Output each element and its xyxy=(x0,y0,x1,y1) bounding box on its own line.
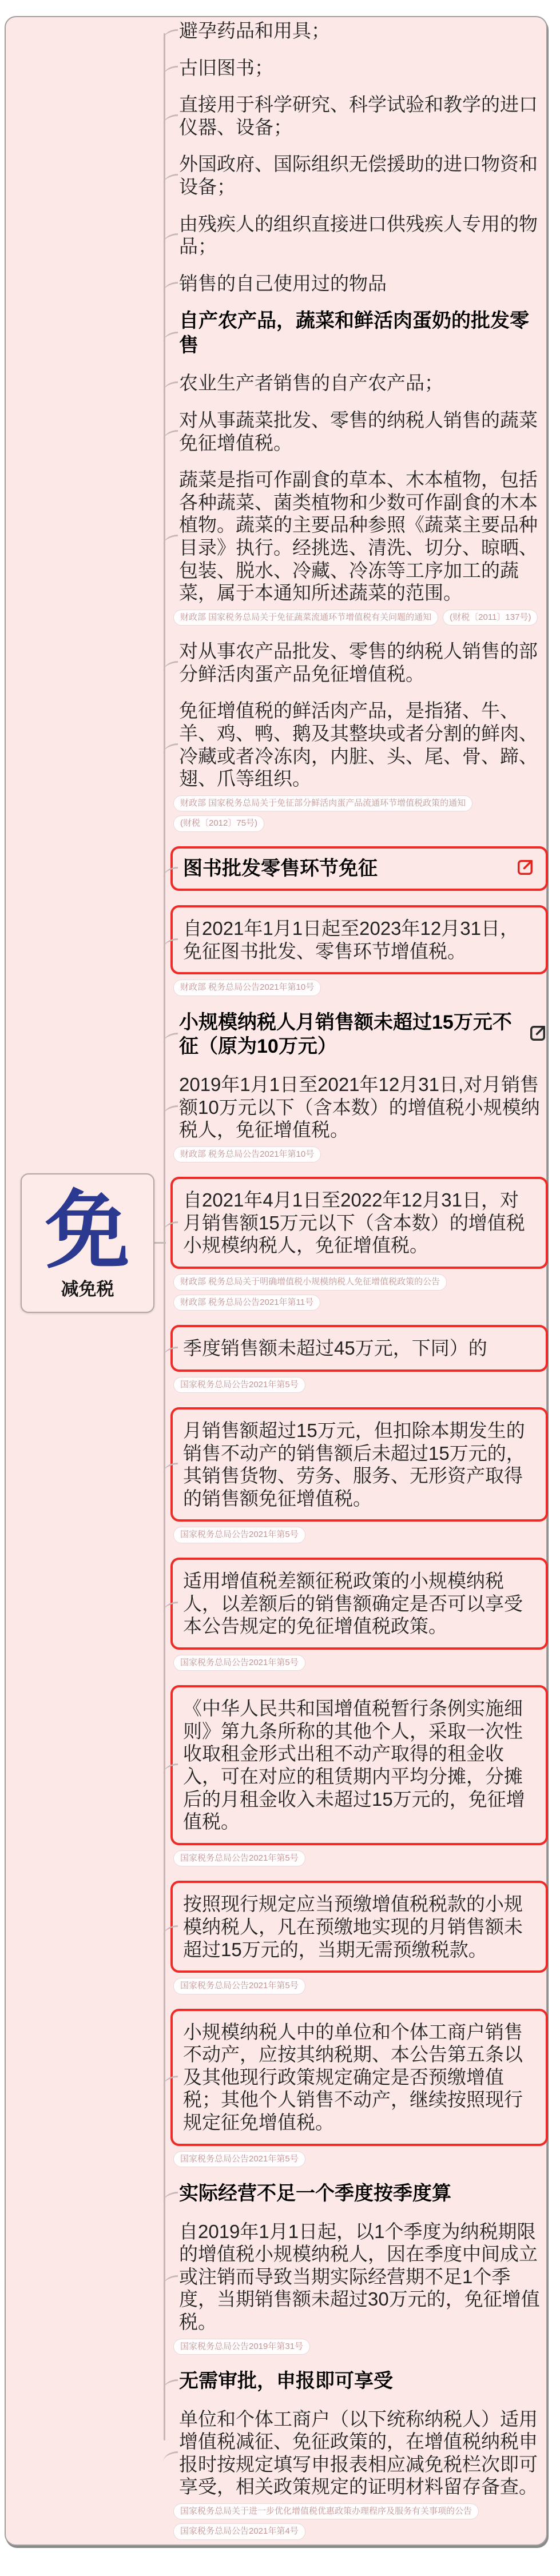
tree-spine-line xyxy=(164,33,165,2440)
red-outline-box xyxy=(170,1881,548,1973)
branch-text-item xyxy=(179,57,548,79)
branch-text: 月销售额超过15万元，但扣除本期发生的销售不动产的销售额后未超过15万元的，其销售货物、劳务、服务、无形资产取得的销售额免征增值税。 xyxy=(183,1420,525,1509)
branch-red-box-item xyxy=(179,1407,548,1522)
branch-text: 按照现行规定应当预缴增值税税款的小规模纳税人，凡在预缴地实现的月销售额未超过15万元的，当期无需预缴税款。 xyxy=(183,1893,523,1960)
source-tag-row xyxy=(173,2151,548,2168)
branch-text: 自2019年1月1日起，以1个季度为纳税期限的增值税小规模纳税人，因在季度中间成立或注销而导致当期实际经营期不足1个季度，当期销售额未超过30万元的，免征增值税。 xyxy=(179,2220,540,2332)
branch-text: 由残疾人的组织直接进口供残疾人专用的物品； xyxy=(179,213,538,257)
branch-text-item xyxy=(179,93,548,138)
branch-red-heading-box xyxy=(179,846,548,891)
branch-text: 单位和个体工商户（以下统称纳税人）适用增值税减征、免征政策的，在增值税纳税申报时按规定填写申报表相应减免税栏次即可享受，相关政策规定的证明材料留存备查。 xyxy=(179,2408,538,2498)
branch-block xyxy=(179,468,548,626)
branch-block xyxy=(179,846,548,891)
branch-text-item xyxy=(179,272,548,295)
branch-text: 小规模纳税人中的单位和个体工商户销售不动产，应按其纳税期、本公告第五条以及其他现行政策规定确定是否预缴增值税；其他个人销售不动产，继续按照现行规定征免增值税。 xyxy=(183,2021,523,2133)
branch-text: 蔬菜是指可作副食的草本、木本植物，包括各种蔬菜、菌类植物和少数可作副食的木本植物。蔬菜的主要品种参照《蔬菜主要品种目录》执行。经挑选、清洗、切分、晾晒、包装、脱水、冷藏、冷冻等工序加工的蔬菜，属于本通知所述蔬菜的范围。 xyxy=(179,469,538,604)
branch-block xyxy=(179,1558,548,1671)
source-tag-row xyxy=(173,2503,548,2540)
branch-text-item xyxy=(179,372,548,395)
root-node-tax-exemption xyxy=(21,1173,154,1313)
branch-text: 自2021年1月1日起至2023年12月31日，免征图书批发、零售环节增值税。 xyxy=(183,918,519,962)
branch-heading: 无需审批，申报即可享受 xyxy=(179,2370,393,2392)
branch-text-item xyxy=(179,19,548,42)
source-tag-row xyxy=(173,1377,548,1393)
branch-heading-item xyxy=(179,2181,548,2206)
branch-block xyxy=(179,153,548,198)
branch-block xyxy=(179,2009,548,2167)
branch-block xyxy=(179,2220,548,2355)
red-outline-box xyxy=(170,1558,548,1650)
source-tag-row xyxy=(173,2339,548,2355)
red-outline-box xyxy=(170,1325,548,1372)
branch-text: 《中华人民共和国增值税暂行条例实施细则》第九条所称的其他个人，采取一次性收取租金形式出租不动产取得的租金收入，可在对应的租赁期内平均分摊，分摊后的月租金收入未超过15万元的，免征增值税。 xyxy=(183,1698,525,1833)
branch-block xyxy=(179,57,548,79)
branch-heading: 图书批发零售环节免征 xyxy=(183,857,378,879)
source-tag: 财政部 税务总局公告2021年第10号 xyxy=(173,1146,321,1163)
branch-heading-item xyxy=(179,2369,548,2394)
branch-red-box-item xyxy=(179,2009,548,2146)
branch-heading: 实际经营不足一个季度按季度算 xyxy=(179,2183,451,2205)
source-tag-row xyxy=(173,1978,548,1994)
branch-red-box-item xyxy=(179,1177,548,1269)
source-tag: 财政部 国家税务总局关于免征蔬菜流通环节增值税有关问题的通知 xyxy=(173,610,438,626)
source-tag: 国家税务总局公告2021年第4号 xyxy=(173,2523,305,2540)
branch-heading-item xyxy=(179,1010,548,1059)
source-tag: 国家税务总局公告2021年第5号 xyxy=(173,1978,305,1994)
source-tag-row xyxy=(173,1655,548,1671)
branch-block xyxy=(179,93,548,138)
branch-block xyxy=(179,1073,548,1162)
branch-block xyxy=(179,1881,548,1994)
branch-text: 外国政府、国际组织无偿援助的进口物资和设备； xyxy=(179,153,538,197)
source-tag: 财政部 税务总局公告2021年第10号 xyxy=(173,980,321,996)
branch-text-item xyxy=(179,153,548,198)
branch-text: 季度销售额未超过45万元，下同）的 xyxy=(183,1337,487,1359)
branch-text: 直接用于科学研究、科学试验和教学的进口仪器、设备； xyxy=(179,94,538,138)
red-outline-heading-box xyxy=(170,846,548,891)
source-tag-row xyxy=(173,795,548,832)
branch-block xyxy=(179,699,548,831)
branch-block xyxy=(179,2181,548,2206)
branch-block xyxy=(179,309,548,357)
root-label: 减免税 xyxy=(61,1279,114,1299)
branch-text: 对从事蔬菜批发、零售的纳税人销售的蔬菜免征增值税。 xyxy=(179,409,538,453)
red-outline-box xyxy=(170,1685,548,1845)
branch-red-box-item xyxy=(179,1685,548,1845)
branch-text-item xyxy=(179,468,548,604)
source-tag: 国家税务总局公告2021年第5号 xyxy=(173,1377,305,1393)
branch-block xyxy=(179,2408,548,2540)
branch-heading-item xyxy=(179,309,548,357)
branch-text-item xyxy=(179,1073,548,1141)
branch-text-item xyxy=(179,409,548,454)
source-tag: 国家税务总局公告2021年第5号 xyxy=(173,2151,305,2168)
source-tag-row xyxy=(173,1146,548,1163)
red-outline-box xyxy=(170,2009,548,2146)
red-outline-box xyxy=(170,1407,548,1522)
source-tag-row xyxy=(173,1274,548,1311)
source-tag: 国家税务总局关于进一步优化增值税优惠政策办理程序及服务有关事项的公告 xyxy=(173,2503,479,2520)
branch-block xyxy=(179,372,548,395)
source-tag-row xyxy=(173,610,548,626)
branch-block xyxy=(179,1685,548,1866)
branch-text-item xyxy=(179,2408,548,2498)
branch-text-item xyxy=(179,640,548,685)
branch-text-item xyxy=(179,2220,548,2334)
source-tag-row xyxy=(173,980,548,996)
source-tag: (财税〔2011〕137号) xyxy=(443,610,538,626)
heading-with-link xyxy=(179,1010,548,1059)
branch-text: 2019年1月1日至2021年12月31日,对月销售额10万元以下（含本数）的增值税小规模纳税人，免征增值税。 xyxy=(179,1073,540,1141)
branch-text: 自2021年4月1日至2022年12月31日，对月销售额15万元以下（含本数）的增值税小规模纳税人，免征增值税。 xyxy=(183,1189,525,1256)
branch-red-box-item xyxy=(179,905,548,974)
source-tag: 国家税务总局公告2021年第5号 xyxy=(173,1850,305,1867)
branch-red-box-item xyxy=(179,1881,548,1973)
branch-block xyxy=(179,1407,548,1543)
branch-text: 农业生产者销售的自产农产品； xyxy=(179,372,443,394)
branch-block xyxy=(179,905,548,996)
branch-text: 销售的自己使用过的物品 xyxy=(179,272,387,294)
external-link-icon[interactable] xyxy=(527,1023,548,1046)
source-tag-row xyxy=(173,1850,548,1867)
source-tag: 财政部 税务总局公告2021年第11号 xyxy=(173,1295,320,1311)
source-tag: 国家税务总局公告2021年第5号 xyxy=(173,1527,305,1543)
source-tag: (财税〔2012〕75号) xyxy=(173,815,264,832)
branch-text: 适用增值税差额征税政策的小规模纳税人，以差额后的销售额确定是否可以享受本公告规定的免征增值税政策。 xyxy=(183,1570,523,1637)
source-tag: 财政部 税务总局关于明确增值税小规模纳税人免征增值税政策的公告 xyxy=(173,1274,447,1291)
external-link-icon[interactable] xyxy=(515,857,535,881)
source-tag-row xyxy=(173,1527,548,1543)
red-outline-box xyxy=(170,1177,548,1269)
branch-block xyxy=(179,19,548,42)
branch-text: 古旧图书； xyxy=(179,57,273,78)
branch-block xyxy=(179,213,548,258)
branch-red-box-item xyxy=(179,1558,548,1650)
red-outline-box xyxy=(170,905,548,974)
source-tag: 国家税务总局公告2021年第5号 xyxy=(173,1655,305,1671)
branch-block xyxy=(179,409,548,454)
branch-block xyxy=(179,2369,548,2394)
branch-text: 避孕药品和用具； xyxy=(179,20,330,41)
branch-text: 对从事农产品批发、零售的纳税人销售的部分鲜活肉蛋产品免征增值税。 xyxy=(179,640,538,684)
source-tag: 财政部 国家税务总局关于免征部分鲜活肉蛋产品流通环节增值税政策的通知 xyxy=(173,795,472,812)
branch-block xyxy=(179,1177,548,1311)
branch-block xyxy=(179,1325,548,1393)
branch-column xyxy=(179,19,548,2554)
branch-block xyxy=(179,272,548,295)
branch-red-box-item xyxy=(179,1325,548,1372)
branch-block xyxy=(179,1010,548,1059)
branch-text-item xyxy=(179,213,548,258)
branch-text: 免征增值税的鲜活肉产品，是指猪、牛、羊、鸡、鸭、鹅及其整块或者分割的鲜肉、冷藏或者冷冻肉，内脏、头、尾、骨、蹄、翅、爪等组织。 xyxy=(179,700,538,790)
branch-block xyxy=(179,640,548,685)
branch-heading: 自产农产品，蔬菜和鲜活肉蛋奶的批发零售 xyxy=(179,310,529,356)
branch-heading: 小规模纳税人月销售额未超过15万元不征（原为10万元） xyxy=(179,1011,512,1058)
branch-text-item xyxy=(179,699,548,790)
source-tag: 国家税务总局公告2019年第31号 xyxy=(173,2339,310,2355)
root-connector-line xyxy=(153,1242,166,1244)
root-glyph: 免 xyxy=(45,1183,130,1278)
